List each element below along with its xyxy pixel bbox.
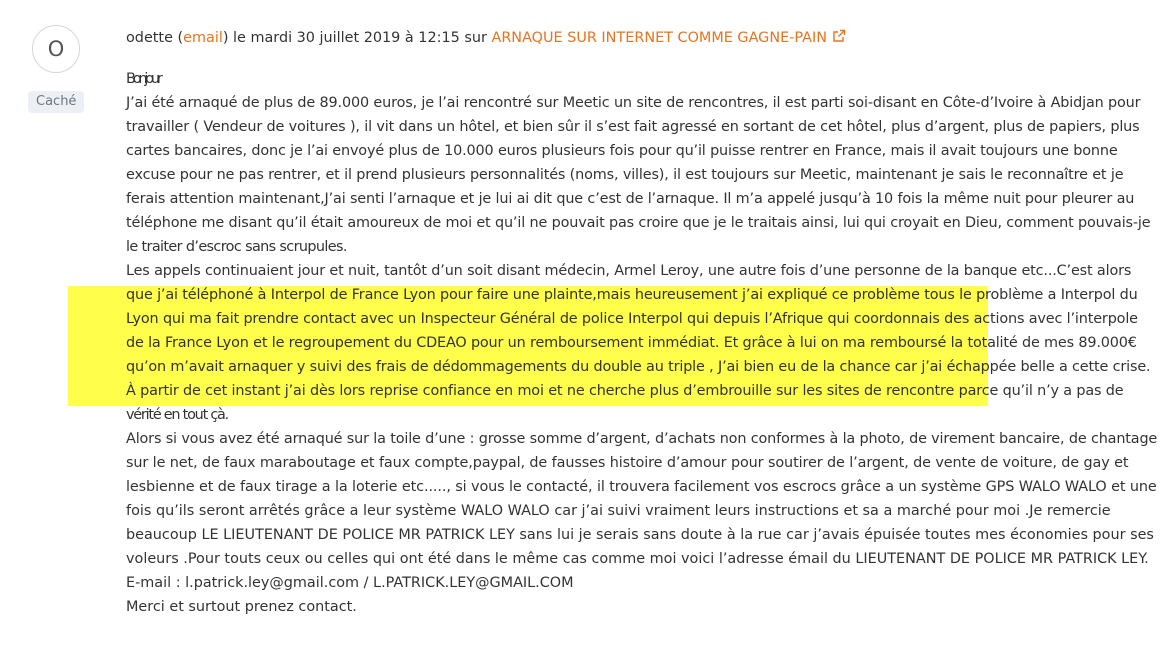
meta-paren-open: (: [172, 30, 184, 46]
comment-line: voleurs .Pour touts ceux ou celles qui ont été dans le même cas comme moi voici l’adresse émail du LIEUTENANT DE POLICE MR PATRICK LEY.: [126, 551, 1149, 567]
comment-line: excuse pour ne pas rentrer, et il prend plusieurs personnalités (noms, villes), il est toujours sur Meetic, maintenant je sais le reconnaître et je: [126, 167, 1124, 183]
comment-line: cartes bancaires, donc je l’ai envoyé plus de 10.000 euros plusieurs fois pour qu’il puisse rentrer en France, mais il avait toujours une bonne: [126, 143, 1118, 159]
comment-line: fois qu’ils seront arrêtés grâce a leur système WALO WALO car j’ai suivi vraiment leurs instructions et sa a marché pour moi .Je remercie: [126, 503, 1111, 519]
comment-line: ferais attention maintenant,J’ai senti l’arnaque et je lui ai dit que c’est de l’arnaque. Il m’a appelé jusqu’à 10 fois la même nuit pour pleurer au: [126, 191, 1135, 207]
comment-line: beaucoup LE LIEUTENANT DE POLICE MR PATRICK LEY sans lui je serais sans doute à la rue car j’avais épuisée toutes mes économies pour ses: [126, 527, 1154, 543]
external-link-icon: [832, 29, 846, 43]
avatar: [32, 25, 80, 73]
comment-line: le traiter d’escroc sans scrupules.: [126, 239, 347, 255]
comment-line: E-mail : l.patrick.ley@gmail.com / L.PATRICK.LEY@GMAIL.COM: [126, 575, 574, 591]
comment-line: Lyon qui ma fait prendre contact avec un Inspecteur Général de police Interpol qui depuis l’Afrique qui coordonnais des actions avec l’interpole: [126, 311, 1138, 327]
comment-line: J’ai été arnaqué de plus de 89.000 euros, je l’ai rencontré sur Meetic un site de rencontres, il est parti soi-disant en Côte-d’Ivoire à Abidjan pour: [126, 95, 1141, 111]
article-link[interactable]: [491, 30, 846, 46]
comment-line: Bonjour: [126, 71, 160, 87]
comment-line: lesbienne et de faux tirage a la loterie etc....., si vous le contacté, il trouvera facilement vos escrocs grâce a un système GPS WALO WALO et une: [126, 479, 1157, 495]
status-badge: [28, 91, 84, 113]
comment-line: Alors si vous avez été arnaqué sur la toile d’une : grosse somme d’argent, d’achats non conformes à la photo, de virement bancaire, de chantage: [126, 431, 1158, 447]
avatar-letter: O: [47, 37, 65, 61]
comment-meta: [126, 28, 846, 48]
comment-line: travailler ( Vendeur de voitures ), il vit dans un hôtel, et bien sûr il s’est fait agressé en sortant de cet hôtel, plus d’argent, plus de papiers, plus: [126, 119, 1140, 135]
comment-line: vérité en tout çà.: [126, 407, 228, 423]
article-link-label: ARNAQUE SUR INTERNET COMME GAGNE-PAIN: [491, 30, 827, 46]
comment-line: qu’on m’avait arnaquer y suivi des frais de dédommagements du double au triple , J’ai bien eu de la chance car j’ai échappée belle a cette crise.: [126, 359, 1151, 375]
comment-line: sur le net, de faux maraboutage et faux compte,paypal, de fausses histoire d’amour pour soutirer de l’argent, de vente de voiture, de gay et: [126, 455, 1129, 471]
comment-line: de la France Lyon et le regroupement du CDEAO pour un remboursement immédiat. Et grâce à lui on ma remboursé la totalité de mes 89.000€: [126, 335, 1137, 351]
comment-date: ) le mardi 30 juillet 2019 à 12:15 sur: [222, 30, 492, 46]
comment-author: odette: [126, 30, 173, 46]
status-badge-label: Caché: [36, 94, 77, 109]
comment-line: Les appels continuaient jour et nuit, tantôt d’un soit disant médecin, Armel Leroy, une autre fois d’une personne de la banque etc...C’est alors: [126, 263, 1132, 279]
comment-line: téléphone me disant qu’il était amoureux de moi et qu’il ne pouvait pas croire que je le traitais ainsi, lui qui croyait en Dieu, comment pouvais-je: [126, 215, 1151, 231]
comment-line: À partir de cet instant j’ai dès lors reprise confiance en moi et ne cherche plus d’embrouille sur les sites de rencontre parce qu’il n’y a pas de: [126, 383, 1124, 399]
comment-line: Merci et surtout prenez contact.: [126, 599, 357, 615]
author-email-link[interactable]: email: [183, 30, 223, 46]
comment-body: [126, 67, 1157, 619]
comment-line: que j’ai téléphoné à Interpol de France Lyon pour faire une plainte,mais heureusement j’ai expliqué ce problème tous le problème a Interpol du: [126, 287, 1138, 303]
